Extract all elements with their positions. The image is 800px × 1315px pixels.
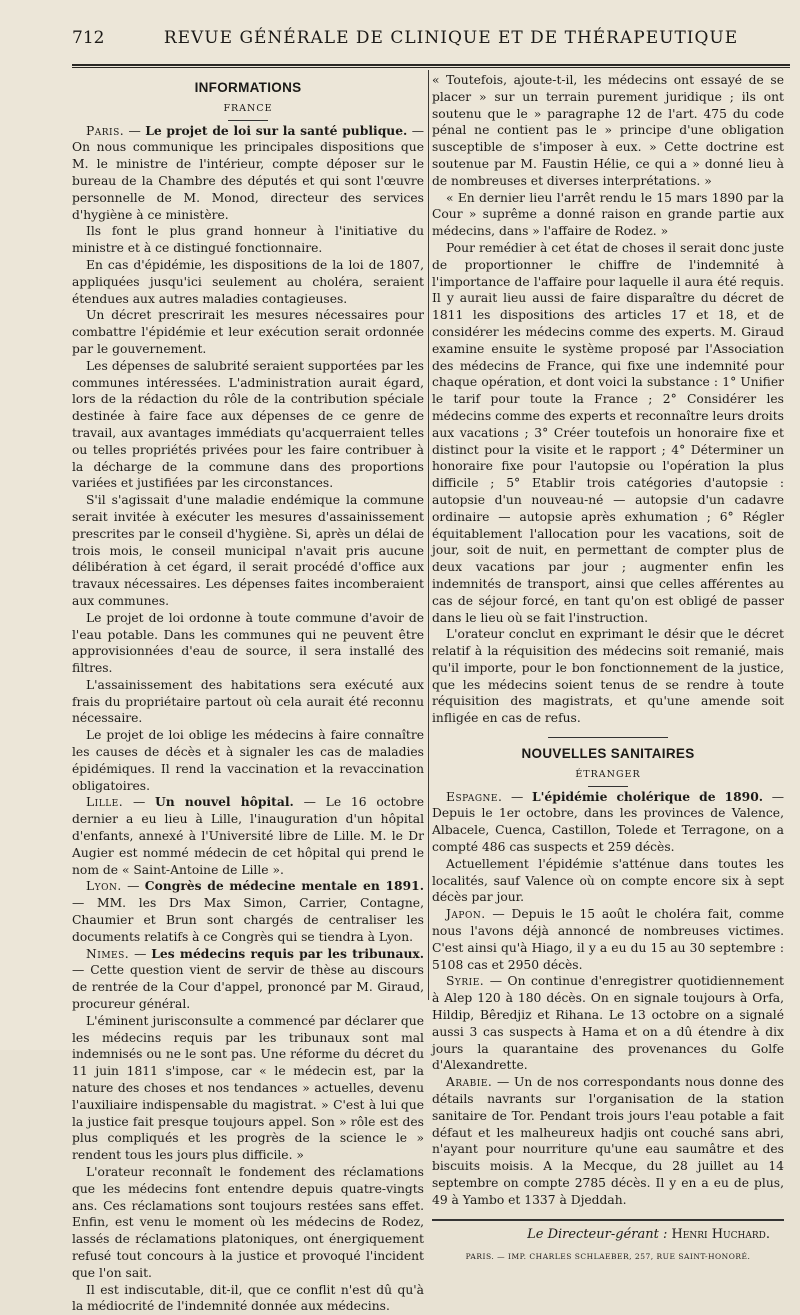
paragraph: S'il s'agissait d'une maladie endémique la commune serait invitée à exécuter les mesures d'assainissement prescrites par le conseil d'hygiène. Si, après un délai de trois mois, le conseil municipal n'avait pris aucune délibération à cet égard, il serait procédé d'office aux travaux nécessaires. Les dépenses faites incomberaient aux communes. [72,493,424,608]
right-column [432,72,784,1262]
section-title-informations: INFORMATIONS [194,80,302,95]
paragraph-paris: Paris. — Le projet de loi sur la santé publique. — On nous communique les principales dispositions que M. le ministre de l'intérieur, compte déposer sur le bureau de la Chambre des députés et qui sont l'œuvre personnelle de M. Monod, directeur des services d'hygiène à ce ministère. [72,122,424,222]
page-number: 712 [72,28,105,48]
signature-name: Henri Huchard. [671,1226,770,1242]
paragraph-text: MM. les Drs Max Simon, Carrier, Contagne, Chaumier et Brun sont chargés de centraliser les documents relatifs à ce Congrès qui se tiendra à Lyon. [72,896,424,944]
paragraph-text: Un de nos correspondants nous donne des détails navrants sur l'organisation de la station sanitaire de Tor. Pendant trois jours l'eau potable a fait défaut et les malheureux hadjis ont couché sans abri, n'ayant pour nourriture qu'une eau saumâtre et des biscuits moisis. A la Mecque, du 28 juillet au 14 septembre on compte 2785 décès. Il y en a eu de plus, 49 à Yambo et 1337 à Djeddah. [432,1075,784,1207]
headline-lille: Un nouvel hôpital. [155,794,294,810]
page-header [72,22,790,50]
paragraph: L'orateur conclut en exprimant le désir que le décret relatif à la réquisition des médecins soit remanié, mais qu'il importe, pour le bon fonctionnement de la justice, que les médecins soient tenus de se rendre à toute réquisition des magistrats, et qu'une amende soit infligée en cas de refus. [432,627,784,726]
subsection-rule [588,786,628,787]
paragraph: L'assainissement des habitations sera exécuté aux frais du propriétaire partout où cela aurait été reconnu nécessaire. [72,677,424,726]
paragraph-lyon: Lyon. — Congrès de médecine mentale en 1891. — MM. les Drs Max Simon, Carrier, Contagne, Chaumier et Brun sont chargés de centraliser les documents relatifs à ce Congrès qui se tiendra à Lyon. [72,878,424,944]
paragraph-text: Depuis le 15 août le choléra fait, comme nous l'avons déjà annoncé de nombreuses victimes. C'est ainsi qu'à Hiago, il y a eu du 15 au 30 septembre : 5108 cas et 2950 décès. [432,907,784,972]
quotation: « Toutefois, ajoute-t-il, les médecins ont essayé de se placer » sur un terrain purement juridique ; ils ont soutenu que le » paragraphe 12 de l'art. 475 du code pénal ne contient pas le » principe d'une obligation susceptible de s'imposer à eux. » Cette doctrine est soutenue par M. Faustin Hélie, ce qui a » donné lieu à de nombreuses et diverses interprétations. » [432,73,784,188]
paragraph-arabie: Arabie. — Un de nos correspondants nous donne des détails navrants sur l'organisation de la station sanitaire de Tor. Pendant trois jours l'eau potable a fait défaut et les malheureux hadjis ont couché sans abri, n'ayant pour nourriture qu'une eau saumâtre et des biscuits moisis. A la Mecque, du 28 juillet au 14 septembre on compte 2785 décès. Il y en a eu de plus, 49 à Yambo et 1337 à Djeddah. [432,1075,784,1207]
section-title-nouvelles-sanitaires: NOUVELLES SANITAIRES [521,746,695,762]
paragraph-lille: Lille. — Un nouvel hôpital. — Le 16 octobre dernier a eu lieu à Lille, l'inauguration d'un hôpital d'enfants, annexé à l'Université libre de Lille. M. le Dr Augier est nommé médecin de cet hôpital qui prend le nom de « Saint-Antoine de Lille ». [72,794,425,877]
place-paris: Paris. [86,123,125,138]
headline-nimes: Les médecins requis par les tribunaux. [151,945,424,961]
headline-paris: Le projet de loi sur la santé publique. [145,122,408,138]
paragraph: Le projet de loi ordonne à toute commune d'avoir de l'eau potable. Dans les communes qui ne peuvent être approvisionnées d'eau de source, il sera installé des filtres. [72,610,424,676]
signature-label: Le Directeur-gérant : [527,1226,668,1242]
paragraph-nimes: Nimes. — Les médecins requis par les tribunaux. — Cette question vient de servir de thèse au discours de rentrée de la Cour d'appel, prononcé par M. Giraud, procureur général. [72,945,424,1012]
paragraph: L'éminent jurisconsulte a commencé par déclarer que les médecins requis par les tribunaux sont mal indemnisés ou ne le sont pas. Une réforme du décret du 11 juin 1811 s'impose, car « le médecin est, par la nature des choses et nos tendances » actuelles, devenu l'auxiliaire indispensable du magistrat. » C'est à lui que la justice fait presque toujours appel. Son » rôle est des plus compliqués et les progrès de la science le » rendent tous les jours plus difficile. » [72,1013,424,1163]
paragraph-text: Le 16 octobre dernier a eu lieu à Lille, l'inauguration d'un hôpital d'enfants, annexé à l'Université libre de Lille. M. le Dr Augier est nommé médecin de cet hôpital qui prend le nom de « Saint-Antoine de Lille ». [72,795,425,877]
left-column [72,72,425,1314]
paragraph-text: On continue d'enregistrer quotidiennement à Alep 120 à 180 décès. On en signale toujours à Orfa, Hildip, Bêredjiz et Rihana. Le 13 octobre on a signalé aussi 3 cas suspects à Hama et on a dû étendre à dix jours la quarantaine des provenances du Golfe d'Alexandrette. [432,974,784,1073]
subsection-etranger: ÉTRANGER [575,768,641,780]
paragraph-japon: Japon. — Depuis le 15 août le choléra fait, comme nous l'avons déjà annoncé de nombreuses victimes. C'est ainsi qu'à Hiago, il y a eu du 15 au 30 septembre : 5108 cas et 2950 décès. [432,907,784,972]
subsection-france: FRANCE [223,102,273,114]
header-rule [72,64,790,66]
paragraph: Ils font le plus grand honneur à l'initiative du ministre et à ce distingué fonctionnaire. [72,224,424,256]
place-espagne: Espagne. [446,789,503,804]
signature-rule [432,1219,784,1221]
paragraph: Le projet de loi oblige les médecins à faire connaître les causes de décès et à signaler les cas de maladies épidémiques. Il rend la vaccination et la revaccination obligatoires. [72,728,424,793]
paragraph-text: On nous communique les principales dispositions que M. le ministre de l'intérieur, compte déposer sur le bureau de la Chambre des députés et qui sont l'œuvre personnelle de M. Monod, directeur des services d'hygiène à ce ministère. [72,140,424,222]
place-arabie: Arabie. [446,1075,493,1090]
column-divider [428,70,429,1000]
paragraph-text: Depuis le 1er octobre, dans les provinces de Valence, Albacele, Cuenca, Castillon, Tolede et Terragone, on a compté 486 cas suspects et 259 décès. [432,806,784,855]
paragraph: Il est indiscutable, dit-il, que ce conflit n'est dû qu'à la médiocrité de l'indemnité donnée aux médecins. [72,1282,424,1314]
printer-imprint: PARIS. — IMP. CHARLES SCHLAEBER, 257, RUE SAINT-HONORÉ. [465,1252,751,1262]
paragraph-syrie: Syrie. — On continue d'enregistrer quotidiennement à Alep 120 à 180 décès. On en signale toujours à Orfa, Hildip, Bêredjiz et Rihana. Le 13 octobre on a signalé aussi 3 cas suspects à Hama et on a dû étendre à dix jours la quarantaine des provenances du Golfe d'Alexandrette. [432,974,784,1073]
quotation: « En dernier lieu l'arrêt rendu le 15 mars 1890 par la Cour » suprême a donné raison en grande partie aux médecins, dans » l'affaire de Rodez. » [432,190,784,239]
running-title: REVUE GÉNÉRALE DE CLINIQUE ET DE THÉRAPEUTIQUE [163,28,739,48]
place-japon: Japon. [446,907,486,922]
paragraph: En cas d'épidémie, les dispositions de la loi de 1807, appliquées jusqu'ici seulement au choléra, seraient étendues aux autres maladies contagieuses. [72,257,424,306]
place-lyon: Lyon. [86,879,122,894]
header-rule-thin [72,67,790,68]
paragraph: Les dépenses de salubrité seraient supportées par les communes intéressées. L'administration aurait égard, lors de la rédaction du rôle de la contribution spéciale destinée à faire face aux dépenses de ce genre de travail, aux avantages immédiats qu'acquerraient telles ou telles propriétés privées pour les faire contribuer à la décharge de la commune dans des proportions variées et justifiées par les circonstances. [72,358,424,491]
paragraph: Pour remédier à cet état de choses il serait donc juste de proportionner le chiffre de l'indemnité à l'importance de l'affaire pour laquelle il aura été requis. Il y aurait lieu aussi de faire disparaître du décret de 1811 les dispositions des articles 17 et 18, et de considérer les médecins comme des experts. M. Giraud examine ensuite le système proposé par l'Association des médecins de France, qui fixe une indemnité pour chaque opération, et dont voici la substance : 1° Unifier le tarif pour toute la France ; 2° Considérer les médecins comme des experts et reconnaître leurs droits aux vacations ; 3° Créer toutefois un honoraire fixe et distinct pour la visite et le rapport ; 4° Déterminer un honoraire fixe pour l'autopsie ou l'opération la plus difficile ; 5° Etablir trois catégories d'autopsie : autopsie d'un nouveau-né — autopsie d'un cadavre ordinaire — autopsie après exhumation ; 6° Régler équitablement l'allocation pour les vacations, soit de jour, soit de nuit, en permettant de compter plus de deux vacations par jour ; augmenter enfin les indemnités de transport, ainsi que celles afférentes au cas de séjour forcé, en tant qu'on est obligé de passer dans le lieu où se fait l'instruction. [432,240,784,625]
place-syrie: Syrie. [446,974,485,989]
paragraph: Actuellement l'épidémie s'atténue dans toutes les localités, sauf Valence où on compte encore six à sept décès par jour. [432,856,784,905]
place-lille: Lille. [86,795,124,810]
paragraph: Un décret prescrirait les mesures nécessaires pour combattre l'épidémie et leur exécution serait ordonnée par le gouvernement. [72,308,424,356]
headline-espagne: L'épidémie cholérique de 1890. [532,788,764,804]
paragraph-espagne: Espagne. — L'épidémie cholérique de 1890. — Depuis le 1er octobre, dans les provinces de Valence, Albacele, Cuenca, Castillon, Tolede et Terragone, on a compté 486 cas suspects et 259 décès. [432,788,784,855]
director-signature [432,1227,770,1244]
place-nimes: Nimes. [86,946,130,961]
paragraph: L'orateur reconnaît le fondement des réclamations que les médecins font entendre depuis quatre-vingts ans. Ces réclamations sont toujours restées sans effet. Enfin, est venu le moment où les médecins de Rodez, lassés de réclamations platoniques, ont énergiquement refusé tout concours à la justice et provoqué l'incident que l'on sait. [72,1165,424,1280]
subsection-rule [228,120,268,121]
section-separator [548,737,668,738]
paragraph-text: Cette question vient de servir de thèse au discours de rentrée de la Cour d'appel, prononcé par M. Giraud, procureur général. [72,963,424,1012]
headline-lyon: Congrès de médecine mentale en 1891. [144,878,424,894]
